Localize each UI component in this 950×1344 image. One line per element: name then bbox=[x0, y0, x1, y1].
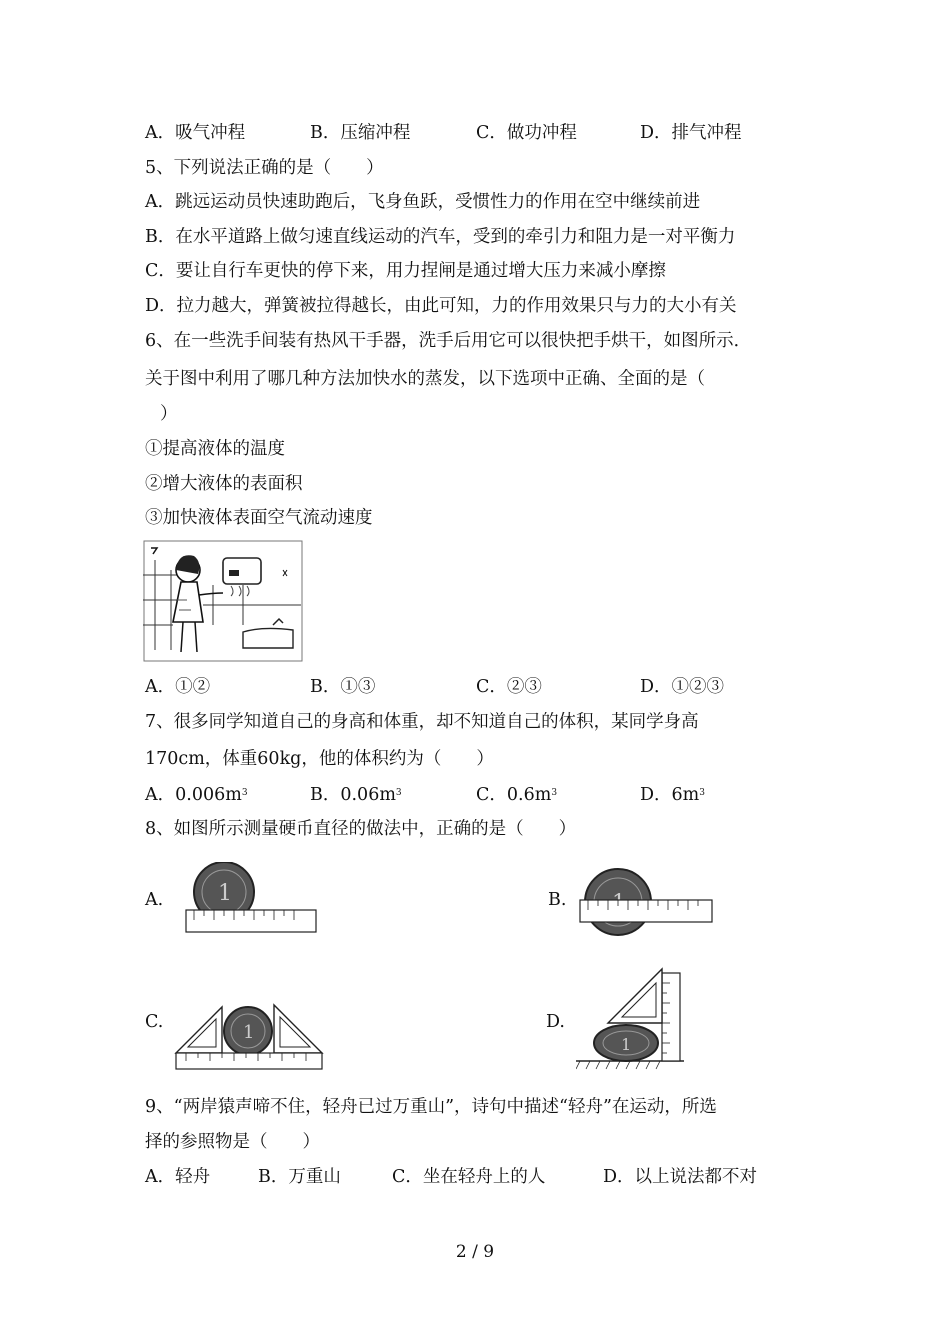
q6-stem-line1: 6、在一些洗手间装有热风干手器，洗手后用它可以很快把手烘干，如图所示． bbox=[145, 331, 752, 351]
coin-ruler-figure-b bbox=[578, 862, 716, 942]
q6-stem-line2: 关于图中利用了哪几种方法加快水的蒸发，以下选项中正确、全面的是（ bbox=[145, 369, 705, 389]
q5-option-b: B．在水平道路上做匀速直线运动的汽车，受到的牵引力和阻力是一对平衡力 bbox=[145, 227, 736, 247]
q8-stem: 8、如图所示测量硬币直径的做法中，正确的是（ ） bbox=[145, 819, 577, 839]
q5-stem: 5、下列说法正确的是（ ） bbox=[145, 158, 384, 178]
q7-stem-line2: 170cm，体重60kg，他的体积约为（ ） bbox=[145, 749, 494, 769]
q7-option-a: A．$0.006m^3$ bbox=[145, 785, 248, 805]
q8-label-d: D. bbox=[546, 1012, 565, 1032]
q5-option-a: A．跳远运动员快速助跑后，飞身鱼跃，受惯性力的作用在空中继续前进 bbox=[145, 192, 701, 212]
svg-text:1: 1 bbox=[243, 1022, 255, 1043]
q6-stem-line3: ） bbox=[160, 404, 178, 424]
q4-option-b: B．压缩冲程 bbox=[310, 123, 411, 143]
q7-option-d: D．$6m^3$ bbox=[640, 785, 705, 805]
q9-stem-line1: 9、“两岸猿声啼不住，轻舟已过万重山”，诗句中描述“轻舟”在运动，所选 bbox=[145, 1097, 717, 1117]
q6-option-c: C．②③ bbox=[476, 677, 542, 697]
q9-stem-line2: 择的参照物是（ ） bbox=[145, 1132, 320, 1152]
page-number: 2 / 9 bbox=[455, 1242, 495, 1262]
q7-option-c: C．$0.6m^3$ bbox=[476, 785, 558, 805]
q5-option-d: D．拉力越大，弹簧被拉得越长，由此可知，力的作用效果只与力的大小有关 bbox=[145, 296, 737, 316]
q7-stem-line1: 7、很多同学知道自己的身高和体重，却不知道自己的体积，某同学身高 bbox=[145, 712, 699, 732]
q9-option-c: C．坐在轻舟上的人 bbox=[392, 1167, 546, 1187]
svg-text:1: 1 bbox=[621, 1035, 632, 1054]
q6-option-a: A．①② bbox=[145, 677, 211, 697]
q7-option-b: B．$0.06m^3$ bbox=[310, 785, 402, 805]
q4-option-d: D．排气冲程 bbox=[640, 123, 742, 143]
q9-option-b: B．万重山 bbox=[258, 1167, 341, 1187]
q9-option-a: A．轻舟 bbox=[145, 1167, 211, 1187]
q4-option-c: C．做功冲程 bbox=[476, 123, 577, 143]
q8-label-a: A. bbox=[145, 890, 164, 910]
q6-option-d: D．①②③ bbox=[640, 677, 725, 697]
q8-label-c: C. bbox=[145, 1012, 164, 1032]
q6-item-1: ①提高液体的温度 bbox=[145, 439, 285, 459]
q6-item-2: ②增大液体的表面积 bbox=[145, 474, 303, 494]
coin-ruler-figure-a bbox=[184, 862, 319, 937]
svg-text:1: 1 bbox=[218, 881, 232, 906]
q8-label-b: B. bbox=[548, 890, 567, 910]
coin-ruler-figure-c bbox=[174, 995, 324, 1073]
q6-option-b: B．①③ bbox=[310, 677, 376, 697]
q6-item-3: ③加快液体表面空气流动速度 bbox=[145, 508, 373, 528]
q4-option-a: A．吸气冲程 bbox=[145, 123, 246, 143]
q9-option-d: D．以上说法都不对 bbox=[603, 1167, 758, 1187]
coin-ruler-figure-d bbox=[576, 965, 686, 1071]
hand-dryer-figure bbox=[143, 540, 303, 662]
q5-option-c: C．要让自行车更快的停下来，用力捏闸是通过增大压力来减小摩擦 bbox=[145, 261, 666, 281]
